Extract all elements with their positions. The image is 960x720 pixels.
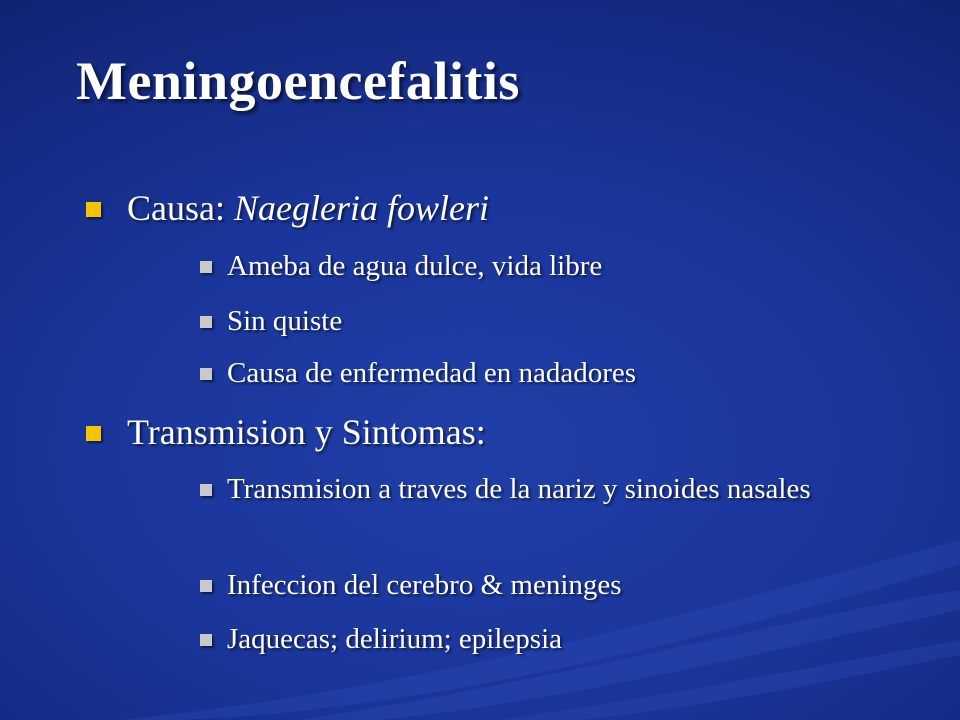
square-bullet-icon: [200, 261, 212, 273]
square-bullet-icon: [86, 426, 101, 441]
bullet-label: Transmision y Sintomas:: [127, 412, 486, 452]
sub-bullet: [200, 622, 860, 656]
sub-bullet: [200, 356, 860, 390]
bullet-text: [127, 188, 489, 228]
sub-bullet: [200, 304, 860, 338]
sub-bullet-text: Ameba de agua dulce, vida libre: [227, 250, 603, 282]
sub-bullet-text: Causa de enfermedad en nadadores: [227, 357, 637, 389]
sub-bullet: [200, 472, 860, 506]
square-bullet-icon: [200, 634, 212, 646]
square-bullet-icon: [200, 580, 212, 592]
bullet-causa: [86, 188, 489, 228]
sub-bullet-text: Sin quiste: [227, 305, 343, 337]
sub-bullet: [200, 568, 860, 602]
square-bullet-icon: [200, 484, 212, 496]
bullet-label: Causa:: [127, 188, 234, 228]
bullet-transmision: [86, 412, 486, 452]
square-bullet-icon: [200, 368, 212, 380]
sub-bullet: [200, 249, 860, 283]
square-bullet-icon: [200, 316, 212, 328]
organism-name: Naegleria fowleri: [233, 188, 489, 228]
square-bullet-icon: [86, 202, 101, 217]
sub-bullet-text: Infeccion del cerebro & meninges: [227, 569, 622, 601]
sub-bullet-text: Jaquecas; delirium; epilepsia: [227, 623, 563, 655]
sub-bullet-text: Transmision a traves de la nariz y sinoides nasales: [227, 473, 811, 505]
slide-title: Meningoencefalitis: [76, 51, 520, 111]
